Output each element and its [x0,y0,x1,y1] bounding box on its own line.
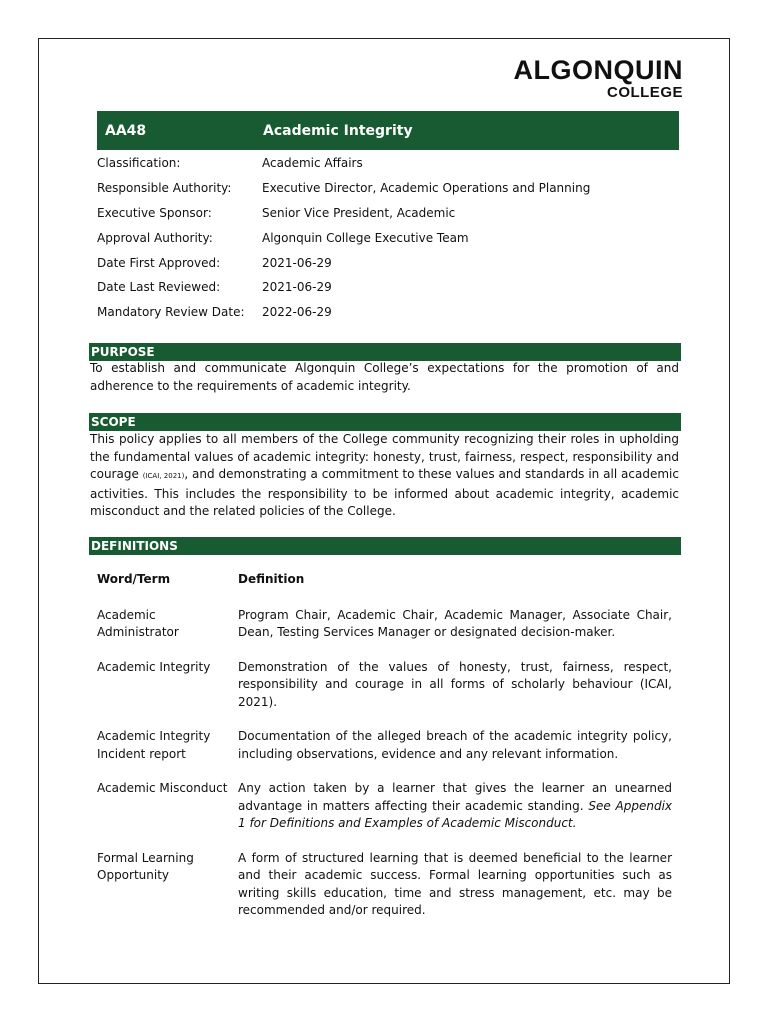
definition-row [97,607,672,642]
meta-row [97,250,679,275]
logo-main-text: ALGONQUIN [513,55,683,85]
definition-row [97,850,672,920]
meta-value: 2021-06-29 [262,255,332,270]
policy-title-bar [97,111,679,150]
meta-value: Executive Director, Academic Operations and Planning [262,181,591,196]
meta-label: Date Last Reviewed: [97,280,221,295]
definitions-table [97,571,672,937]
meta-value: 2022-06-29 [262,305,332,320]
definition-term: Academic Misconduct [97,781,228,795]
definition-term: Formal Learning Opportunity [97,850,194,882]
meta-value: Algonquin College Executive Team [262,230,469,245]
definition-term: Academic Integrity Incident report [97,729,211,761]
meta-value: 2021-06-29 [262,280,332,295]
scope-text-part-1: This policy applies to all members of the College community recognizing their roles in upholding the fundamental values of academic integrity: honesty, trust, fairness, respect, responsibility and courage [90,432,679,481]
definitions-header-row [97,571,672,589]
meta-label: Approval Authority: [97,230,213,245]
meta-label: Responsible Authority: [97,181,232,196]
definition-row [97,659,672,712]
column-header-term: Word/Term [97,572,171,586]
meta-label: Date First Approved: [97,255,221,270]
meta-row [97,300,679,325]
definition-text-container [238,780,672,833]
meta-row [97,275,679,300]
policy-title: Academic Integrity [263,122,413,139]
definition-text: Program Chair, Academic Chair, Academic Manager, Associate Chair, Dean, Testing Services Manager or designated decision-maker. [238,607,672,639]
purpose-text: To establish and communicate Algonquin College’s expectations for the promotion of and adherence to the requirements of academic integrity. [90,361,679,393]
definition-row [97,728,672,763]
definition-text: A form of structured learning that is deemed beneficial to the learner and their academic success. Formal learning opportunities such as writing skills education, time and stress management, etc. may be recommended and/or required. [238,850,672,917]
appendix-reference: See Appendix 1 for Definitions and Examples of Academic Misconduct. [238,798,673,830]
meta-row [97,176,679,201]
definition-term: Academic Integrity [97,659,211,674]
policy-metadata [97,151,679,325]
purpose-heading: PURPOSE [89,343,681,361]
document-page [38,38,730,984]
logo-sub-text: COLLEGE [606,84,683,101]
meta-value: Academic Affairs [262,156,363,171]
scope-heading: SCOPE [89,413,681,431]
definitions-heading: DEFINITIONS [89,537,681,555]
meta-value: Senior Vice President, Academic [262,205,456,220]
meta-label: Classification: [97,156,181,171]
definition-text: Demonstration of the values of honesty, trust, fairness, respect, responsibility and courage in all forms of scholarly behaviour (ICAI, 2021). [238,659,672,709]
definition-term: Academic Administrator [97,607,179,639]
meta-row [97,225,679,250]
meta-row [97,201,679,226]
scope-text [90,431,679,521]
definition-text: Documentation of the alleged breach of the academic integrity policy, including observations, evidence and any relevant information. [238,729,672,761]
scope-citation: (ICAI, 2021) [142,472,185,480]
definition-row [97,780,672,833]
meta-label: Mandatory Review Date: [97,305,245,320]
definition-text: Any action taken by a learner that gives the learner an unearned advantage in matters affecting their academic standing. [238,781,672,813]
meta-label: Executive Sponsor: [97,205,212,220]
policy-code: AA48 [105,122,147,139]
column-header-definition: Definition [238,572,305,586]
scope-text-part-2: , and demonstrating a commitment to these values and standards in all academic activities. This includes the responsibility to be informed about academic integrity, academic misconduct and the related policies of the College. [90,467,679,518]
college-logo [514,57,684,100]
meta-row [97,151,679,176]
